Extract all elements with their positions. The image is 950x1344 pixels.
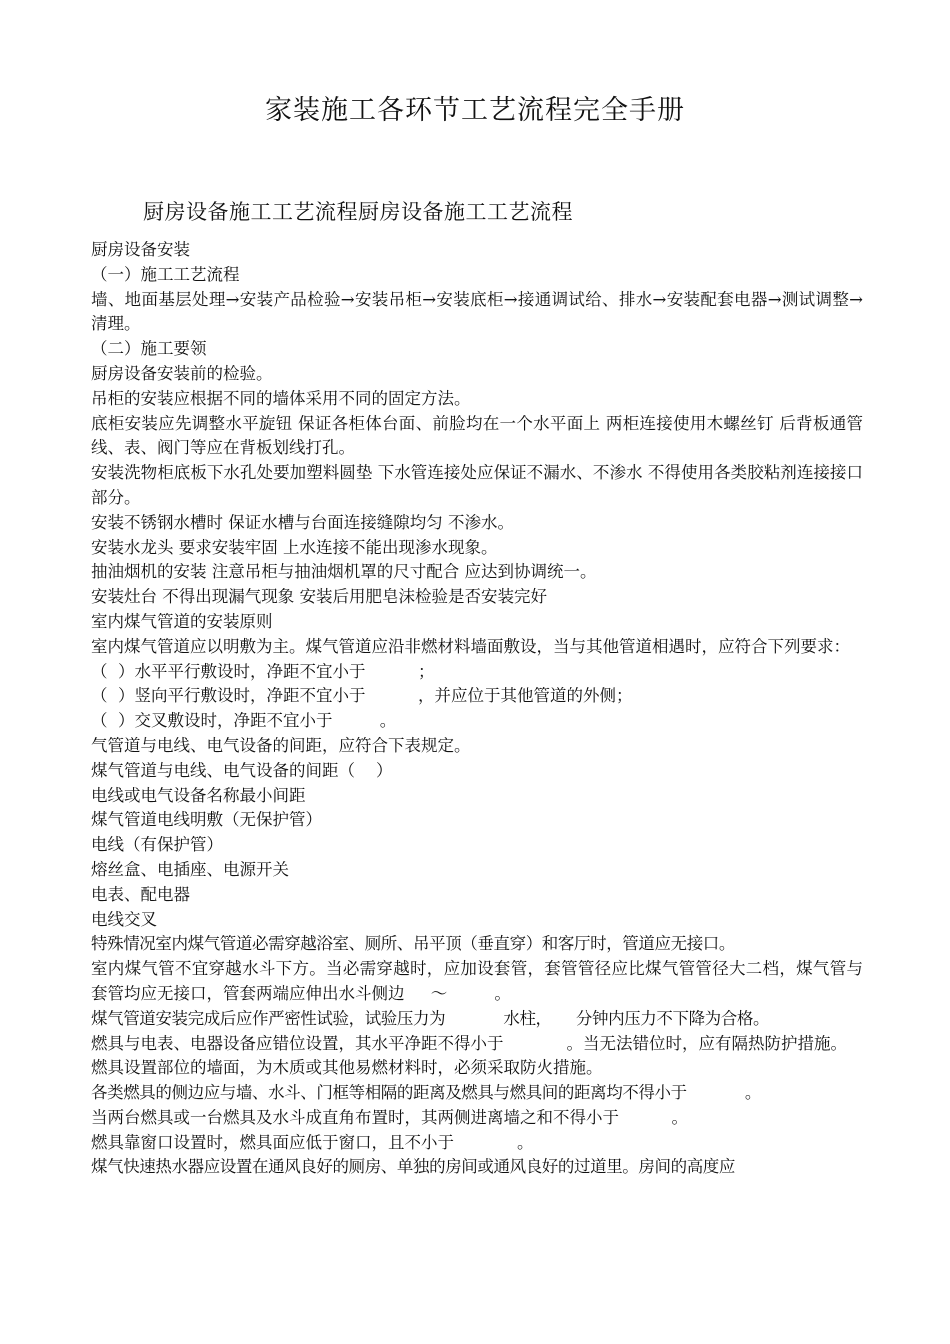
paragraph: 燃具与电表、电器设备应错位设置，其水平净距不得小于 。当无法错位时，应有隔热防护措施。: [91, 1033, 847, 1053]
paragraph: 厨房设备安装前的检验。: [91, 363, 273, 383]
table-row: 电线交叉: [91, 909, 157, 929]
paragraph: 煤气管道安装完成后应作严密性试验，试验压力为 水柱， 分钟内压力不下降为合格。: [91, 1008, 770, 1028]
paragraph: 抽油烟机的安装 注意吊柜与抽油烟机罩的尺寸配合 应达到协调统一。: [91, 562, 597, 582]
table-row: 电表、配电器: [91, 884, 190, 904]
paragraph: 室内煤气管不宜穿越水斗下方。当必需穿越时，应加设套管，套管管径应比煤气管管径大二档，煤气管与套管均应无接口，管套两端应伸出水斗侧边 ～ 。: [91, 959, 863, 1003]
table-header: 电线或电气设备名称最小间距: [91, 785, 306, 805]
paragraph: 各类燃具的侧边应与墙、水斗、门框等相隔的距离及燃具与燃具间的距离均不得小于 。: [91, 1083, 761, 1103]
document-title: 家装施工各环节工艺流程完全手册: [265, 95, 685, 126]
paragraph: 安装水龙头 要求安装牢固 上水连接不能出现渗水现象。: [91, 537, 498, 557]
subheading-key-points: （二）施工要领: [91, 339, 207, 359]
paragraph: 室内煤气管道应以明敷为主。煤气管道应沿非燃材料墙面敷设，当与其他管道相遇时，应符合下列要求：: [91, 636, 850, 656]
paragraph: 气管道与电线、电气设备的间距，应符合下表规定。: [91, 735, 471, 755]
paragraph: 当两台燃具或一台燃具及水斗成直角布置时，其两侧进离墙之和不得小于 。: [91, 1107, 688, 1127]
paragraph: 底柜安装应先调整水平旋钮 保证各柜体台面、前脸均在一个水平面上 两柜连接使用木螺丝钉 后背板通管线、表、阀门等应在背板划线打孔。: [91, 413, 863, 458]
list-item: （ ）水平平行敷设时，净距不宜小于 ；: [91, 661, 435, 681]
paragraph: 安装灶台 不得出现漏气现象 安装后用肥皂沫检验是否安装完好: [91, 587, 547, 607]
paragraph: 特殊情况室内煤气管道必需穿越浴室、厕所、吊平顶（垂直穿）和客厅时，管道应无接口。: [91, 934, 736, 954]
paragraph: 吊柜的安装应根据不同的墙体采用不同的固定方法。: [91, 388, 471, 408]
list-item: （ ）交叉敷设时，净距不宜小于 。: [91, 711, 397, 731]
table-row: 电线（有保护管）: [91, 835, 223, 855]
document-body: [91, 238, 863, 1180]
paragraph-process-steps: 墙、地面基层处理→安装产品检验→安装吊柜→安装底柜→接通调试给、排水→安装配套电器→测试调整→清理。: [91, 289, 863, 334]
heading-gas-pipe: 室内煤气管道的安装原则: [91, 611, 273, 631]
list-item: （ ）竖向平行敷设时，净距不宜小于 ，并应位于其他管道的外侧；: [91, 686, 633, 706]
table-row: 煤气管道电线明敷（无保护管）: [91, 810, 322, 830]
paragraph: 燃具设置部位的墙面，为木质或其他易燃材料时，必须采取防火措施。: [91, 1058, 603, 1078]
subheading-process: （一）施工工艺流程: [91, 264, 240, 284]
paragraph: 煤气快速热水器应设置在通风良好的厕房、单独的房间或通风良好的过道里。房间的高度应: [91, 1157, 736, 1177]
table-row: 熔丝盒、电插座、电源开关: [91, 859, 289, 879]
paragraph: 燃具靠窗口设置时，燃具面应低于窗口，且不小于 。: [91, 1132, 534, 1152]
section-title: 厨房设备施工工艺流程厨房设备施工工艺流程: [143, 200, 573, 224]
heading-kitchen-install: 厨房设备安装: [91, 240, 190, 259]
paragraph: 安装洗物柜底板下水孔处要加塑料圆垫 下水管连接处应保证不漏水、不渗水 不得使用各类胶粘剂连接接口部分。: [91, 463, 863, 507]
table-caption: 煤气管道与电线、电气设备的间距（ ）: [91, 760, 393, 780]
paragraph: 安装不锈钢水槽时 保证水槽与台面连接缝隙均匀 不渗水。: [91, 512, 514, 532]
